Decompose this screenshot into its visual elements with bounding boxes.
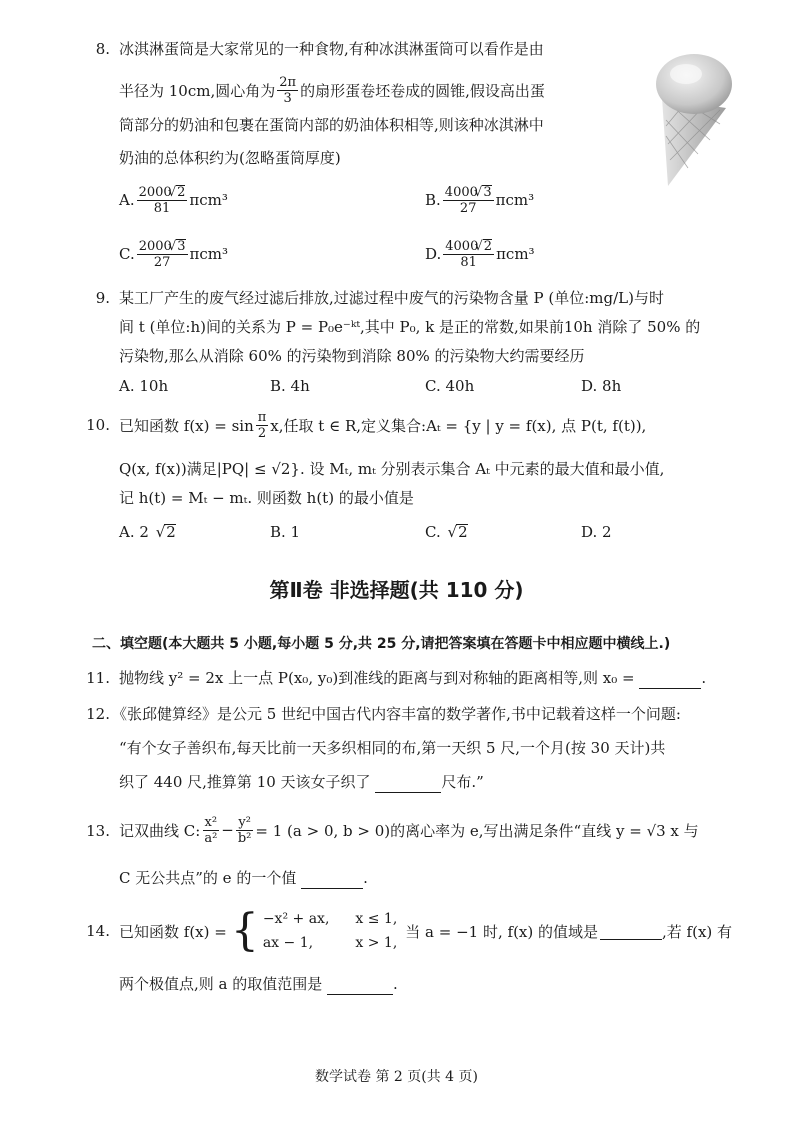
q11-text: 抛物线 y² = 2x 上一点 P(x₀, y₀)到准线的距离与到对称轴的距离相等,则 x₀ =: [119, 669, 635, 687]
q13-line2-start: C 无公共点”的 e 的一个值: [119, 869, 297, 887]
q12-number: 12.: [86, 705, 110, 723]
option-root: √ 2: [164, 524, 176, 539]
ice-cream-cone-image: [640, 40, 735, 190]
q14-case2-expr: ax − 1,: [262, 935, 314, 951]
q10-number: 10.: [86, 416, 110, 434]
option-label: C.: [425, 523, 441, 541]
q10-fraction: [256, 410, 269, 441]
piecewise-brace-icon: {: [230, 905, 259, 956]
option-unit: πcm³: [189, 191, 228, 209]
q13-line1: [119, 810, 699, 850]
q8-line2-start: 半径为 10cm,圆心角为: [119, 81, 276, 100]
q8-line1: 冰淇淋蛋筒是大家常见的一种食物,有种冰淇淋蛋筒可以看作是由: [119, 40, 544, 58]
q13-f2-den: b²: [237, 830, 252, 846]
q9-line3: 污染物,那么从消除 60% 的污染物到消除 80% 的污染物大约需要经历: [119, 347, 585, 365]
q14-line2: [119, 973, 398, 995]
q11-end: .: [701, 669, 707, 687]
q10-line1-end: x,任取 t ∈ R,定义集合:Aₜ = {y | y = f(x), 点 P(t, f(t)),: [270, 416, 647, 435]
option-den: 27: [153, 254, 171, 270]
option-unit: πcm³: [495, 191, 535, 209]
q12-answer-blank[interactable]: [375, 776, 441, 793]
q9-option-b[interactable]: B. 4h: [270, 377, 310, 395]
q14-number: 14.: [86, 922, 110, 940]
q10-frac-den: 2: [257, 425, 267, 441]
q9-number: 9.: [95, 289, 110, 307]
q8-number: 8.: [95, 40, 110, 58]
q10-line1: [119, 406, 646, 444]
option-unit: πcm³: [189, 245, 229, 263]
q14-range-blank[interactable]: [600, 923, 662, 940]
option-label: C.: [119, 245, 135, 263]
q14-tail: ,若 f(x) 有: [662, 922, 733, 941]
q13-f1-num: x²: [204, 814, 218, 830]
q9-option-a[interactable]: A. 10h: [119, 377, 169, 395]
q13-fraction-y: [236, 815, 254, 846]
option-label: B.: [425, 191, 441, 209]
option-den: 27: [459, 200, 477, 216]
option-coef: 2000: [138, 238, 172, 254]
q12-line3-end: 尺布.”: [441, 773, 484, 791]
q14-param-blank[interactable]: [327, 978, 393, 995]
q10-option-a[interactable]: [119, 521, 176, 543]
option-fraction: [443, 185, 494, 216]
q14-line2-end: .: [393, 975, 398, 993]
q9-line2: 间 t (单位:h)间的关系为 P = P₀e⁻ᵏᵗ,其中 P₀, k 是正的常数,如果前10h 消除了 50% 的: [119, 318, 701, 336]
q10-option-b[interactable]: B. 1: [270, 523, 301, 541]
option-fraction: [137, 239, 188, 270]
q14-line1: [119, 900, 732, 962]
q14-case1-expr: −x² + ax,: [262, 911, 330, 927]
q14-mid: 当 a = −1 时, f(x) 的值域是: [405, 922, 598, 941]
q12-line3: [119, 771, 484, 793]
q8-angle-num: 2π: [279, 74, 297, 90]
q8-option-d[interactable]: [425, 234, 535, 274]
q13-line1-end: = 1 (a > 0, b > 0)的离心率为 e,写出满足条件“直线 y = √3 x 与: [255, 821, 699, 840]
q10-option-d[interactable]: D. 2: [581, 523, 612, 541]
q8-line4: 奶油的总体积约为(忽略蛋筒厚度): [119, 149, 341, 167]
q14-piecewise: [263, 911, 397, 951]
q13-line2: [119, 867, 368, 889]
option-root: √ 2: [456, 524, 468, 539]
q8-line2: [119, 72, 545, 108]
q12-line2: “有个女子善织布,每天比前一天多织相同的布,第一天织 5 尺,一个月(按 30 天计)共: [119, 739, 666, 757]
option-unit: πcm³: [496, 245, 535, 263]
q13-answer-blank[interactable]: [301, 872, 363, 889]
option-den: 81: [460, 254, 477, 270]
q14-case1-cond: x ≤ 1,: [355, 911, 398, 927]
q11-answer-blank[interactable]: [639, 672, 701, 689]
option-label: A. 2: [119, 523, 149, 541]
q9-option-d[interactable]: D. 8h: [581, 377, 622, 395]
q9-line1: 某工厂产生的废气经过滤后排放,过滤过程中废气的污染物含量 P (单位:mg/L)与时: [119, 289, 664, 307]
option-coef: 4000: [444, 184, 478, 200]
q14-case2-cond: x > 1,: [355, 935, 398, 951]
q10-line2: Q(x, f(x))满足|PQ| ≤ √2}. 设 Mₜ, mₜ 分别表示集合 Aₜ 中元素的最大值和最小值,: [119, 460, 665, 478]
option-fraction: [443, 239, 494, 270]
q11-line: [119, 667, 706, 689]
option-label: D.: [425, 245, 442, 263]
q13-line2-end: .: [363, 869, 368, 887]
q13-number: 13.: [86, 822, 110, 840]
q14-line2-start: 两个极值点,则 a 的取值范围是: [119, 975, 323, 993]
page-footer: 数学试卷 第 2 页(共 4 页): [315, 1069, 478, 1085]
option-root: √ 2: [483, 239, 493, 254]
q13-minus: −: [221, 821, 234, 839]
q8-line2-end: 的扇形蛋卷坯卷成的圆锥,假设高出蛋: [300, 81, 545, 100]
q8-option-a[interactable]: [119, 180, 228, 220]
option-den: 81: [153, 200, 171, 216]
q8-option-b[interactable]: [425, 180, 534, 220]
q8-line3: 筒部分的奶油和包裹在蛋筒内部的奶油体积相等,则该种冰淇淋中: [119, 116, 544, 134]
option-root: √ 2: [176, 185, 186, 200]
part2-heading: 第Ⅱ卷 非选择题(共 110 分): [269, 578, 524, 602]
q10-line1-start: 已知函数 f(x) = sin: [119, 416, 254, 435]
q13-f2-num: y²: [238, 814, 251, 830]
q11-number: 11.: [86, 669, 110, 687]
section2-title: 二、填空题(本大题共 5 小题,每小题 5 分,共 25 分,请把答案填在答题卡中相应题中横线上.): [92, 636, 671, 652]
q13-fraction-x: [202, 815, 219, 846]
q8-angle-fraction: [277, 75, 298, 106]
q14-lead: 已知函数 f(x) =: [119, 922, 227, 941]
option-root: √ 3: [482, 185, 492, 200]
q8-angle-den: 3: [283, 90, 292, 106]
q10-line3: 记 h(t) = Mₜ − mₜ. 则函数 h(t) 的最小值是: [119, 489, 414, 507]
q13-line1-start: 记双曲线 C:: [119, 821, 201, 840]
q9-option-c[interactable]: C. 40h: [425, 377, 475, 395]
option-fraction: [137, 185, 188, 216]
option-coef: 2000: [138, 184, 172, 200]
q10-frac-num: π: [257, 409, 267, 425]
q8-option-c[interactable]: [119, 234, 228, 274]
q12-line3-start: 织了 440 尺,推算第 10 天该女子织了: [119, 773, 371, 791]
option-root: √ 3: [176, 239, 186, 254]
q10-option-c[interactable]: [425, 521, 468, 543]
option-label: A.: [119, 191, 135, 209]
option-coef: 4000: [445, 238, 479, 254]
q12-line1: 《张邱健算经》是公元 5 世纪中国古代内容丰富的数学著作,书中记载着这样一个问题:: [112, 705, 681, 723]
q13-f1-den: a²: [204, 830, 218, 846]
